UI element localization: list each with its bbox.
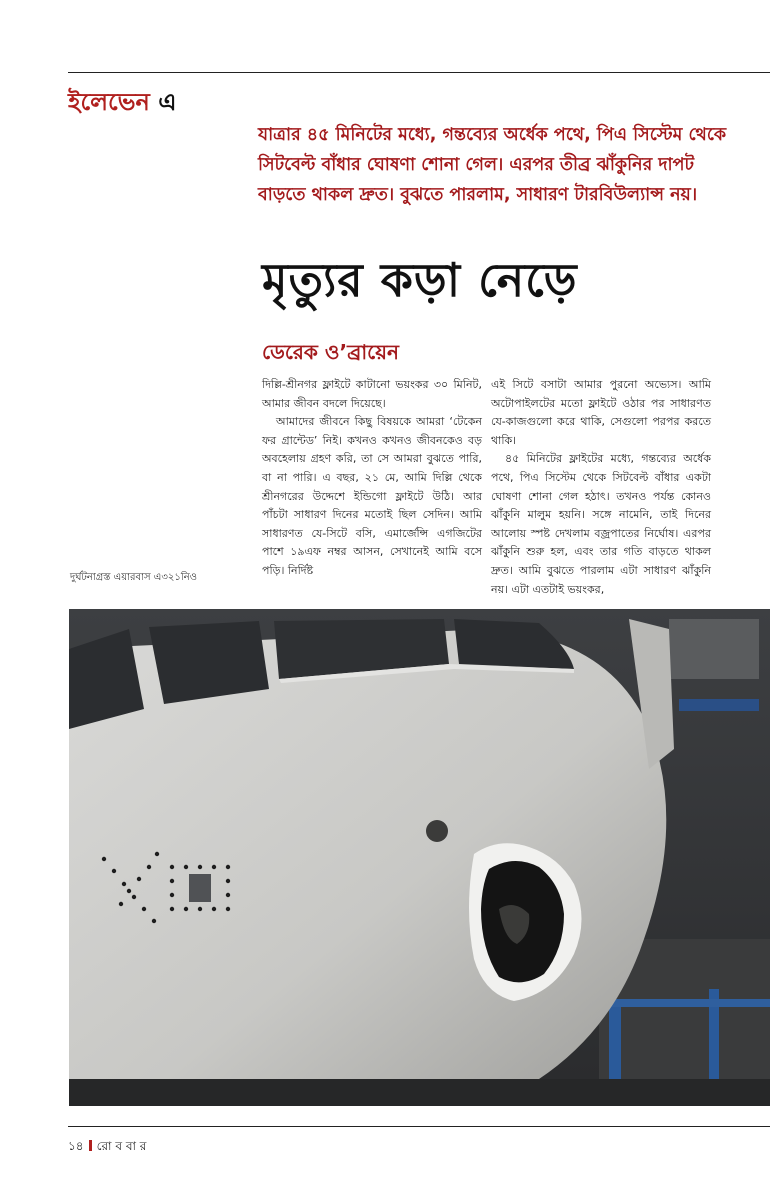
body-column-2 <box>491 376 711 599</box>
kicker-black: এ <box>149 88 177 116</box>
photo-caption: দুর্ঘটনাগ্রস্ত এয়ারবাস এ৩২১নিও <box>70 572 198 583</box>
magazine-name: রো ব বা র <box>96 1139 147 1153</box>
paragraph: এই সিটে বসাটা আমার পুরনো অভ্যেস। আমি অটোপাইলটের মতো ফ্লাইটে ওঠার পর সাধারণত যে-কাজগুলো করে থাকি, সেগুলো পরপর করতে থাকি। <box>491 378 711 447</box>
folio <box>68 1138 146 1158</box>
paragraph: দিল্লি-শ্রীনগর ফ্লাইটে কাটানো ভয়ংকর ৩০ মিনিট, আমার জীবন বদলে দিয়েছে। <box>262 378 482 410</box>
body-column-1 <box>262 376 482 581</box>
headline: মৃত্যুর কড়া নেড়ে <box>262 253 578 307</box>
byline: ডেরেক ও’ব্রায়েন <box>262 340 399 364</box>
kicker-red: ইলেভেন <box>68 88 150 116</box>
standfirst: যাত্রার ৪৫ মিনিটের মধ্যে, গন্তব্যের অর্ধেক পথে, পিএ সিস্টেম থেকে সিটবেল্ট বাঁধার ঘোষণা শোনা গেল। এরপর তীব্র ঝাঁকুনির দাপট বাড়তে থাকল দ্রুত। বুঝতে পারলাম, সাধারণ টারবিউল্যান্স নয়। <box>258 125 727 205</box>
page-number: ১৪ <box>68 1139 84 1153</box>
paragraph: ৪৫ মিনিটের ফ্লাইটের মধ্যে, গন্তব্যের অর্ধেক পথে, পিএ সিস্টেম থেকে সিটবেল্ট বাঁধার একটা ঘোষণা শোনা গেল হঠাৎ। তখনও পর্যন্ত কোনও ঝাঁকুনি মালুম হয়নি। সঙ্গে নামেনি, তাই দিনের আলোয় স্পষ্ট দেখলাম বজ্রপাতের নির্ঘোষ। এরপর ঝাঁকুনি শুরু হল, এবং তার গতি বাড়তে থাকল দ্রুত। আমি বুঝতে পারলাম এটা সাধারণ ঝাঁকুনি নয়। এটা এতটাই ভয়ংকর, <box>491 452 711 596</box>
section-kicker <box>68 84 177 124</box>
top-rule <box>68 72 770 73</box>
damaged-aircraft-photo <box>69 609 770 1106</box>
folio-separator <box>89 1140 92 1151</box>
bottom-rule <box>68 1126 770 1127</box>
paragraph: আমাদের জীবনে কিছু বিষয়কে আমরা ‘টেকেন ফর গ্রান্টেড’ নিই। কখনও কখনও জীবনকেও বড় অবহেলায় গ্রহণ করি, তা সে আমরা বুঝতে পারি, বা না পারি। এ বছর, ২১ মে, আমি দিল্লি থেকে শ্রীনগরের উদ্দেশে ইন্ডিগো ফ্লাইটে উঠি। আর পাঁচটা সাধারণ দিনের মতোই ছিল সেদিন। আমি সাধারণত যে-সিটে বসি, এমার্জেন্সি এগজিটের পাশে ১৯এফ নম্বর আসন, সেখানেই আমি বসে পড়ি। নির্দিষ্ট <box>262 415 482 577</box>
